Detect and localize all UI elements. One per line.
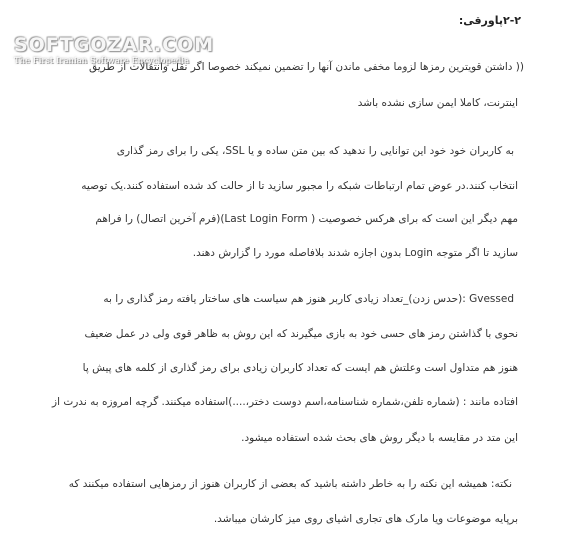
paragraph-line: افتاده مانند : (شماره تلفن،شماره شناسنامه،اسم دوست دختر،....)استفاده میکنند. گرچه امروزه به ندرت از bbox=[52, 396, 518, 408]
section-heading: ۲-۲پاورقی: bbox=[458, 14, 521, 27]
paragraph-line: برپایه موضوعات ویا مارک های تجاری اشیای روی میز کارشان میباشد. bbox=[213, 513, 518, 525]
paragraph-line: به کاربران خود خود این توانایی را ندهید که بین متن ساده و یا SSL، یکی را برای رمز گذاری bbox=[116, 145, 514, 157]
paragraph-line: نکته: همیشه این نکته را به خاطر داشته باشید که بعضی از کاربران هنوز از رمزهایی استفاده میکنند که bbox=[68, 478, 512, 490]
paragraph-line: هنوز هم متداول است وعلتش هم ایست که تعداد کاربران زیادی برای رمز گذاری از کلمه های پیش پا bbox=[82, 362, 518, 374]
paragraph-line: انتخاب کنند.در عوض تمام ارتباطات شبکه را مجبور سازید تا از حالت کد شده استفاده کنند.یک توصیه bbox=[81, 180, 518, 192]
paragraph-line: مهم دیگر این است که برای هرکس خصوصیت ( Last Login Form)(فرم آخرین اتصال) را فراهم bbox=[95, 213, 518, 225]
paragraph-line: Gvessed :(حدس زدن)_تعداد زیادی کاربر هنوز هم سیاست های ساختار یافته رمز گذاری را به bbox=[103, 293, 514, 305]
paragraph-line: اینترنت، کاملا ایمن سازی نشده باشد bbox=[357, 97, 518, 109]
paragraph-line: (( داشتن قویترین رمزها لزوما مخفی ماندن آنها را تضمین نمیکند خصوصا اگر نقل وانتقالات از طریق bbox=[88, 61, 524, 73]
paragraph-line: این متد در مقایسه با دیگر روش های بحث شده استفاده میشود. bbox=[241, 432, 518, 444]
paragraph-line: نحوی با گذاشتن رمز های حسی خود به بازی میگیرند که این روش به ظاهر قوی ولی در عمل ضعیف bbox=[84, 328, 518, 340]
watermark-logo-text: SOFTGOZAR.COM bbox=[14, 34, 215, 56]
watermark-tagline: The First Iranian Software Encyclopedia bbox=[14, 56, 190, 66]
paragraph-line: سازید تا اگر متوجه Login بدون اجازه شدند بلافاصله مورد را گزارش دهند. bbox=[192, 247, 518, 259]
